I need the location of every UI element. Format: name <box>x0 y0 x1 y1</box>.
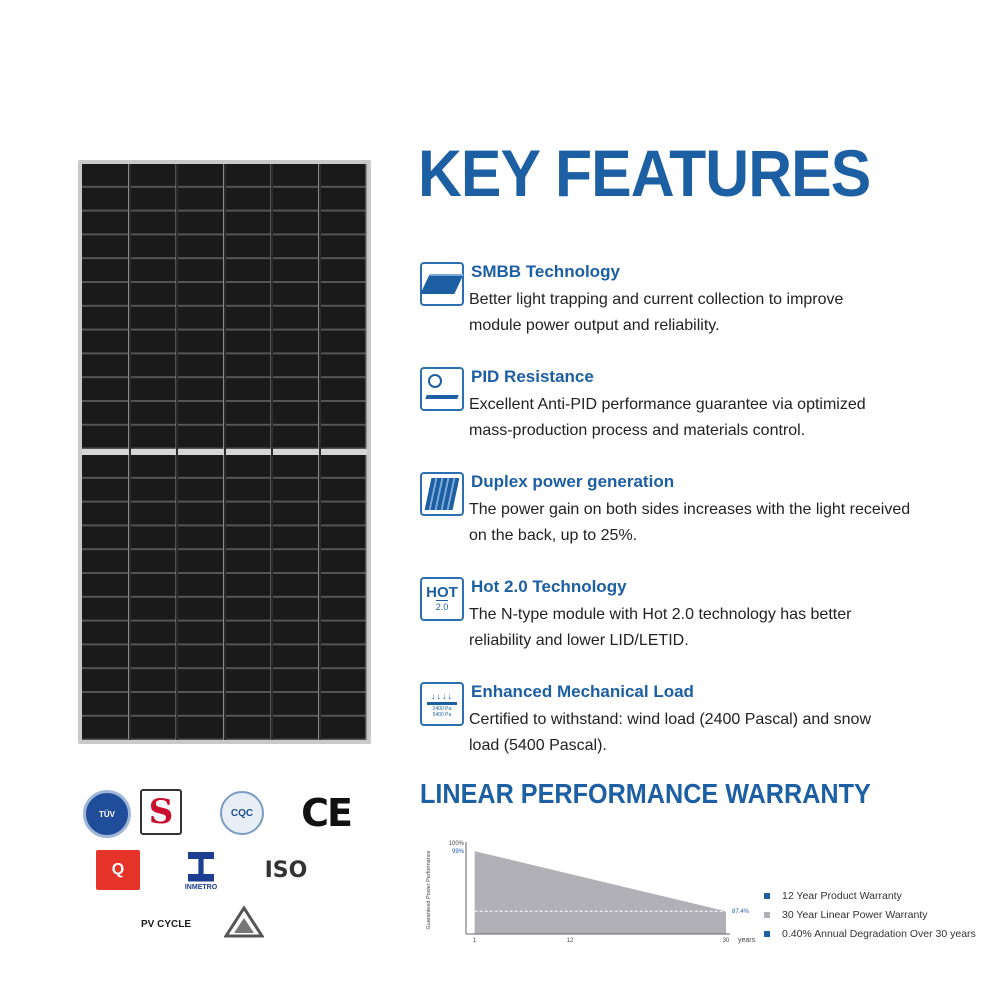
panel-cell-column-gap <box>129 164 131 740</box>
key-features-heading: KEY FEATURES <box>418 136 871 210</box>
tuv-logo: TÜV <box>83 790 131 838</box>
triangle-icon <box>224 906 264 938</box>
feature-description: Excellent Anti-PID performance guarantee via optimized mass-production process and materials control. <box>469 396 866 439</box>
inmetro-i-icon <box>188 852 214 882</box>
y-top-label: 100% <box>448 841 464 847</box>
legend-item <box>764 886 994 905</box>
inmetro-label: INMETRO <box>184 883 218 891</box>
legend-label: 30 Year Linear Power Warranty <box>782 908 928 921</box>
x-axis-label: years <box>738 937 756 944</box>
legend-swatch <box>764 893 770 899</box>
pid-sun-icon <box>420 367 464 411</box>
legend-label: 12 Year Product Warranty <box>782 889 902 902</box>
y-axis-label: Guaranteed Power Performance <box>426 850 432 930</box>
warranty-legend <box>764 886 994 943</box>
legend-item <box>764 905 994 924</box>
legend-label: 0.40% Annual Degradation Over 30 years <box>782 927 976 940</box>
feature-title: SMBB Technology <box>471 262 620 281</box>
start-value-label: 99% <box>451 849 464 856</box>
feature-title: PID Resistance <box>471 367 594 386</box>
feature-description: The N-type module with Hot 2.0 technology has better reliability and lower LID/LETID. <box>469 606 852 649</box>
warranty-area <box>475 851 726 934</box>
hot-badge-icon: HOT 2.0 <box>420 577 464 621</box>
feature-description: Certified to withstand: wind load (2400 Pascal) and snow load (5400 Pascal). <box>469 711 871 754</box>
smbb-cell-icon <box>420 262 464 306</box>
s-mark-logo: S <box>140 789 182 835</box>
warranty-heading: LINEAR PERFORMANCE WARRANTY <box>420 778 871 809</box>
quality-logo: Q <box>96 850 140 890</box>
pv-cycle-logo: PV CYCLE <box>140 918 191 930</box>
solar-panel-image <box>78 160 371 744</box>
warranty-chart <box>420 836 760 946</box>
legend-swatch <box>764 912 770 918</box>
inmetro-logo <box>176 848 226 894</box>
feature-title: Hot 2.0 Technology <box>471 577 627 596</box>
x-tick-label: 30 <box>722 938 730 944</box>
panel-cell-column-gap <box>319 164 321 740</box>
panel-cell-column-gap <box>271 164 273 740</box>
legend-item <box>764 924 994 943</box>
panel-cell-column-gap <box>224 164 226 740</box>
cqc-logo: CQC <box>220 791 264 835</box>
triangle-cert-logo <box>224 906 264 938</box>
warranty-chart-svg <box>420 836 760 946</box>
legend-swatch <box>764 931 770 937</box>
mechanical-load-icon: ↓↓↓↓ 2400 Pa 5400 Pa <box>420 682 464 726</box>
iso-logo: ISO <box>264 857 308 883</box>
feature-description: The power gain on both sides increases with the light received on the back, up to 25%. <box>469 501 911 544</box>
feature-description: Better light trapping and current collection to improve module power output and reliability. <box>469 291 844 334</box>
ce-logo: CE <box>301 791 351 835</box>
feature-title: Duplex power generation <box>471 472 675 491</box>
end-value-label: 87.4% <box>732 909 750 916</box>
duplex-panel-icon <box>420 472 464 516</box>
x-tick-label: 1 <box>472 938 477 944</box>
panel-cell-column-gap <box>176 164 178 740</box>
x-tick-label: 12 <box>566 938 574 944</box>
feature-title: Enhanced Mechanical Load <box>471 682 694 701</box>
